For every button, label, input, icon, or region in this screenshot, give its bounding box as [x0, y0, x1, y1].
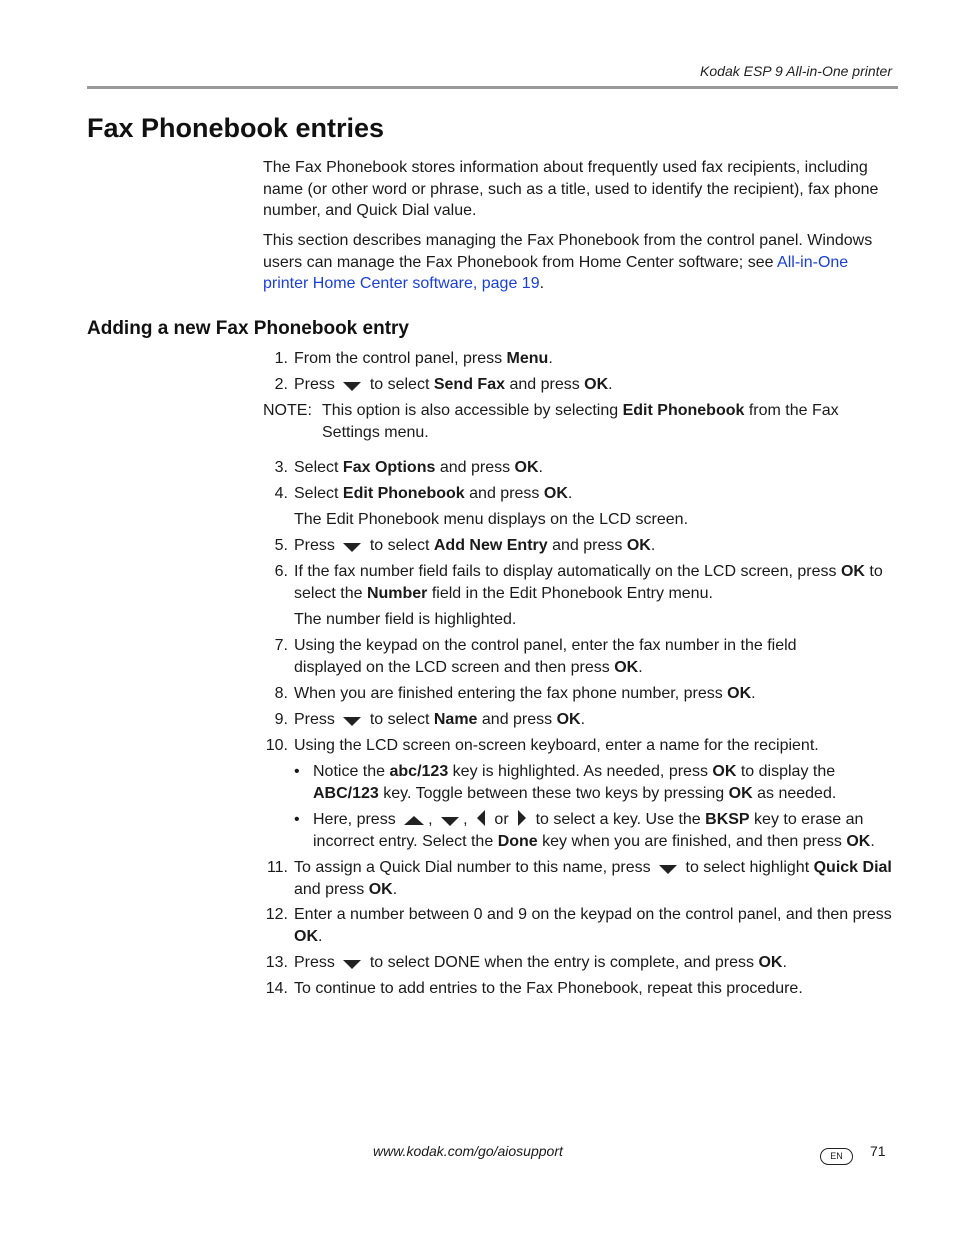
step-12: 12. Enter a number between 0 and 9 on the keypad on the control panel, and then press OK. [265, 906, 892, 945]
step-2: 2. Press to select Send Fax and press OK. [274, 376, 613, 393]
bullet-1: • Notice the abc/123 key is highlighted. As needed, press OK to display the ABC/123 key. Toggle between these two keys by pressing OK as needed. [294, 763, 837, 802]
step-11: 11. To assign a Quick Dial number to this name, press to select highlight Quick Dial and press OK. [266, 859, 892, 898]
step-5: 5. Press to select Add New Entry and press OK. [274, 537, 656, 554]
step-8: 8. When you are finished entering the fax phone number, press OK. [274, 685, 756, 702]
step-6-result: The number field is highlighted. [294, 611, 517, 628]
step-4: 4. Select Edit Phonebook and press OK. [274, 485, 573, 502]
down-arrow-icon [440, 815, 460, 827]
header-title: Kodak ESP 9 All-in-One printer [700, 63, 892, 79]
down-arrow-icon [342, 541, 362, 553]
home-center-link[interactable]: All-in-One printer Home Center software, page 19 [263, 253, 849, 292]
step-7: 7. Using the keypad on the control panel, enter the fax number in the field displayed on the LCD screen and then press OK. [274, 637, 797, 676]
step-9: 9. Press to select Name and press OK. [274, 711, 586, 728]
bullet-2: • Here, press , , or to select a key. Use the BKSP key to erase an incorrect entry. Select the Done key when you are finished, and then press OK. [294, 811, 875, 850]
down-arrow-icon [342, 958, 362, 970]
step-4-result: The Edit Phonebook menu displays on the LCD screen. [294, 511, 689, 528]
right-arrow-icon [516, 809, 528, 827]
language-badge: EN [820, 1148, 853, 1165]
footer-url[interactable]: www.kodak.com/go/aiosupport [373, 1143, 563, 1159]
page-title: Fax Phonebook entries [87, 113, 385, 143]
intro-paragraph-2: This section describes managing the Fax Phonebook from the control panel. Windows users can manage the Fax Phonebook from Home Center software; see All-in-One printer Home Center software, page 19. [263, 232, 873, 292]
step-6: 6. If the fax number field fails to display automatically on the LCD screen, press OK to select the Number field in the Edit Phonebook Entry menu. [274, 563, 883, 602]
page-number: 71 [870, 1143, 886, 1159]
step-10: 10. Using the LCD screen on-screen keyboard, enter a name for the recipient. [265, 737, 819, 754]
intro-paragraph-1: The Fax Phonebook stores information about frequently used fax recipients, including name (or other word or phrase, such as a title, used to identify the recipient), fax phone number, and Quick Dial value. [263, 159, 879, 219]
step-3: 3. Select Fax Options and press OK. [274, 459, 543, 476]
intro-paragraph-2-text: This section describes managing the Fax Phonebook from the control panel. Windows users can manage the Fax Phonebook from Home Center software; see [263, 232, 873, 271]
up-arrow-icon [403, 815, 425, 827]
left-arrow-icon [475, 809, 487, 827]
note-label: NOTE: [263, 402, 312, 419]
down-arrow-icon [342, 715, 362, 727]
step-14: 14. To continue to add entries to the Fax Phonebook, repeat this procedure. [265, 980, 803, 997]
section-heading: Adding a new Fax Phonebook entry [87, 318, 409, 339]
header-divider [87, 86, 898, 89]
down-arrow-icon [342, 380, 362, 392]
down-arrow-icon [658, 863, 678, 875]
note: NOTE: This option is also accessible by selecting Edit Phonebook from the Fax Settings menu. [263, 402, 839, 441]
step-13: 13. Press to select DONE when the entry is complete, and press OK. [265, 954, 787, 971]
step-1: 1. From the control panel, press Menu. [274, 350, 553, 367]
